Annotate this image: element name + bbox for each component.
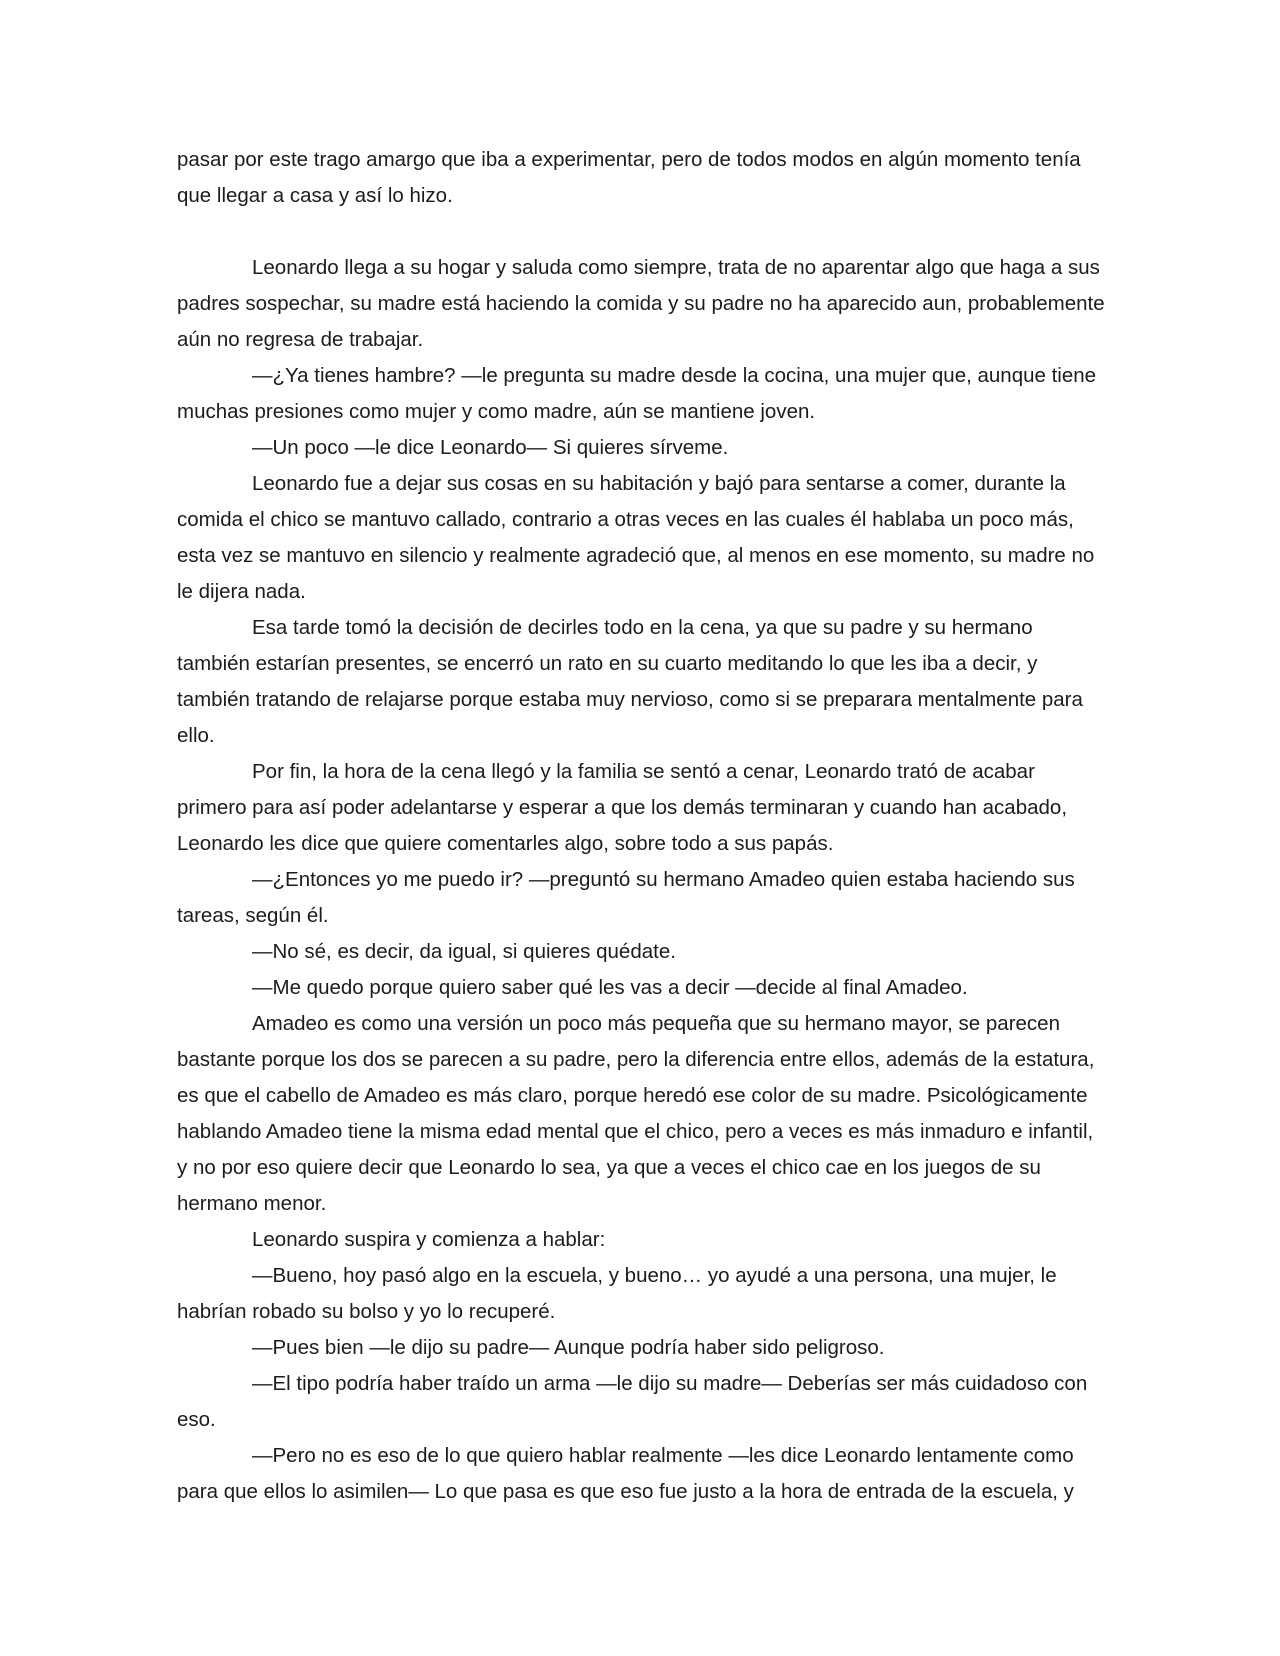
paragraph: Por fin, la hora de la cena llegó y la familia se sentó a cenar, Leonardo trató de acabar primero para así poder adelantarse y esperar a que los demás terminaran y cuando han acabado, Leonardo les dice que quiere comentarles algo, sobre todo a sus papás.: [177, 760, 1068, 855]
paragraph: —El tipo podría haber traído un arma —le dijo su madre— Deberías ser más cuidadoso con eso.: [177, 1372, 1088, 1431]
paragraph: pasar por este trago amargo que iba a experimentar, pero de todos modos en algún momento tenía que llegar a casa y así lo hizo.: [177, 148, 1081, 207]
paragraph: Esa tarde tomó la decisión de decirles todo en la cena, ya que su padre y su hermano también estarían presentes, se encerró un rato en su cuarto meditando lo que les iba a decir, y también tratando de relajarse porque estaba muy nervioso, como si se preparara mentalmente para ello.: [177, 616, 1083, 747]
paragraph: Leonardo llega a su hogar y saluda como siempre, trata de no aparentar algo que haga a sus padres sospechar, su madre está haciendo la comida y su padre no ha aparecido aun, probablemente aún no regresa de trabajar.: [177, 256, 1105, 351]
paragraph: —Pero no es eso de lo que quiero hablar realmente —les dice Leonardo lentamente como para que ellos lo asimilen— Lo que pasa es que eso fue justo a la hora de entrada de la escuela, y: [177, 1444, 1074, 1503]
paragraph: —Pues bien —le dijo su padre— Aunque podría haber sido peligroso.: [252, 1336, 885, 1359]
paragraph: —¿Entonces yo me puedo ir? —preguntó su hermano Amadeo quien estaba haciendo sus tareas, según él.: [177, 868, 1075, 927]
paragraph: —Me quedo porque quiero saber qué les vas a decir —decide al final Amadeo.: [252, 976, 968, 999]
document-body: [177, 142, 1105, 1510]
paragraph: Leonardo suspira y comienza a hablar:: [252, 1228, 606, 1251]
paragraph: Leonardo fue a dejar sus cosas en su habitación y bajó para sentarse a comer, durante la comida el chico se mantuvo callado, contrario a otras veces en las cuales él hablaba un poco más, esta vez se mantuvo en silencio y realmente agradeció que, al menos en ese momento, su madre no le dijera nada.: [177, 472, 1095, 603]
paragraph: Amadeo es como una versión un poco más pequeña que su hermano mayor, se parecen bastante porque los dos se parecen a su padre, pero la diferencia entre ellos, además de la estatura, es que el cabello de Amadeo es más claro, porque heredó ese color de su madre. Psicológicamente hablando Amadeo tiene la misma edad mental que el chico, pero a veces es más inmaduro e infantil, y no por eso quiere decir que Leonardo lo sea, ya que a veces el chico cae en los juegos de su hermano menor.: [177, 1012, 1095, 1215]
paragraph: —Un poco —le dice Leonardo— Si quieres sírveme.: [252, 436, 729, 459]
paragraph: —¿Ya tienes hambre? —le pregunta su madre desde la cocina, una mujer que, aunque tiene muchas presiones como mujer y como madre, aún se mantiene joven.: [177, 364, 1097, 423]
paragraph: —Bueno, hoy pasó algo en la escuela, y bueno… yo ayudé a una persona, una mujer, le habrían robado su bolso y yo lo recuperé.: [177, 1264, 1057, 1323]
paragraph: —No sé, es decir, da igual, si quieres quédate.: [252, 940, 676, 963]
